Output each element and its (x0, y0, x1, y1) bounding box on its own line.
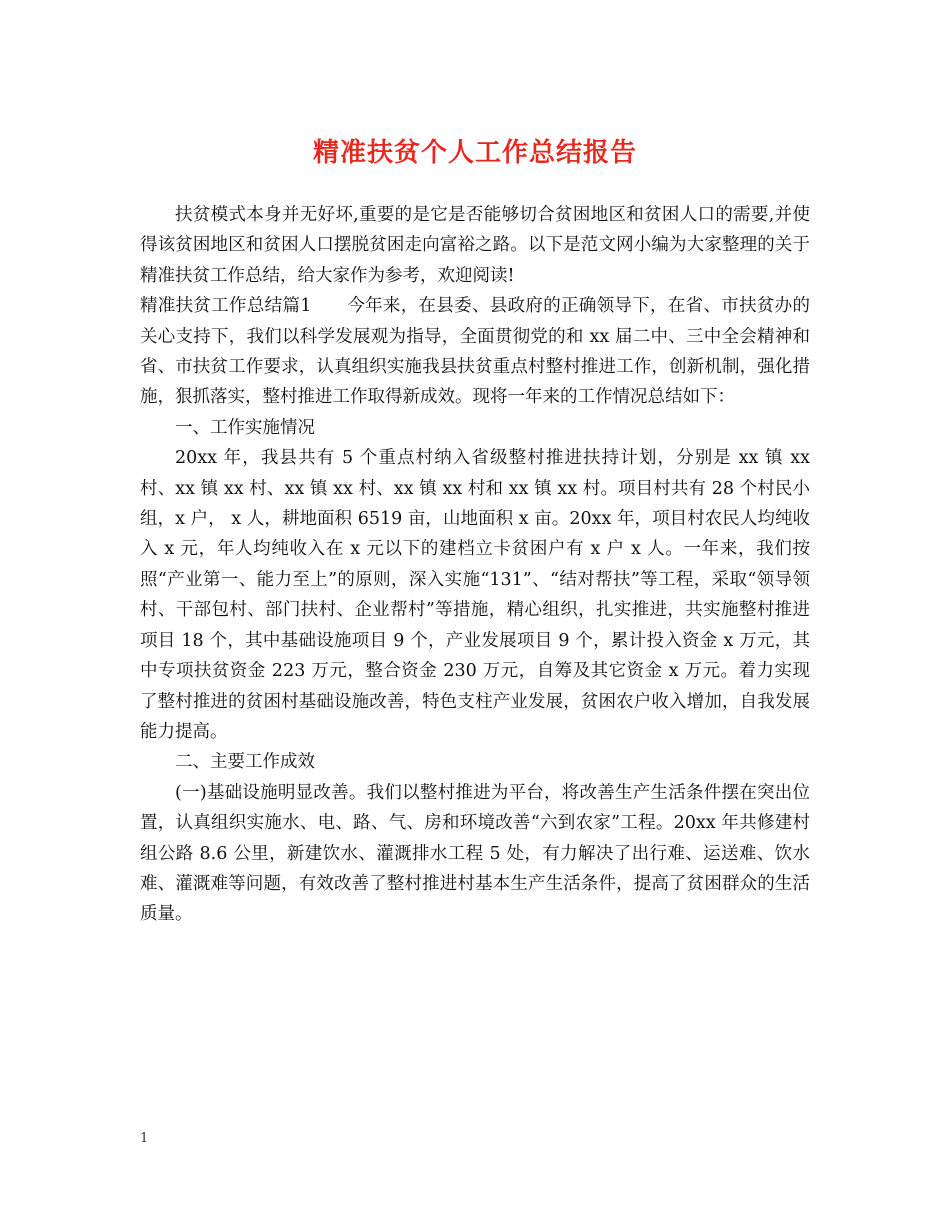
document-title: 精准扶贫个人工作总结报告 (312, 138, 637, 168)
paragraph-intro: 扶贫模式本身并无好坏,重要的是它是否能够切合贫困地区和贫困人口的需要,并使得该贫困地区和贫困人口摆脱贫困走向富裕之路。以下是范文网小编为大家整理的关于精准扶贫工作总结，给大家作为参考，欢迎阅读! (140, 205, 810, 286)
document-body (140, 200, 810, 930)
heading-work-implementation: 一、工作实施情况 (175, 417, 315, 438)
heading-main-results: 二、主要工作成效 (175, 752, 315, 773)
paragraph-infrastructure: (一)基础设施明显改善。我们以整村推进为平台，将改善生产生活条件摆在突出位置，认真组织实施水、电、路、气、房和环境改善“六到农家”工程。20xx 年共修建村组公路 8.6 公里，新建饮水、灌溉排水工程 5 处，有力解决了出行难、运送难、饮水难、灌溉难等问题，有效改善了整村推进村基本生产生活条件，提高了贫困群众的生活质量。 (140, 782, 810, 925)
paragraph-section-lead: 精准扶贫工作总结篇1 今年来，在县委、县政府的正确领导下，在省、市扶贫办的关心支持下，我们以科学发展观为指导，全面贯彻党的和 xx 届二中、三中全会精神和省、市扶贫工作要求，认真组织实施我县扶贫重点村整村推进工作，创新机制，强化措施，狠抓落实，整村推进工作取得新成效。现将一年来的工作情况总结如下： (140, 296, 810, 408)
page-number: 1 (140, 1131, 149, 1146)
paragraph-work-implementation: 20xx 年，我县共有 5 个重点村纳入省级整村推进扶持计划，分别是 xx 镇 xx 村、xx 镇 xx 村、xx 镇 xx 村、xx 镇 xx 村和 xx 镇 xx 村。项目村共有 28 个村民小组，x 户， x 人，耕地面积 6519 亩，山地面积 x 亩。20xx 年，项目村农民人均纯收入 x 元，年人均纯收入在 x 元以下的建档立卡贫困户有 x 户 x 人。一年来，我们按照“产业第一、能力至上”的原则，深入实施“131”、“结对帮扶”等工程，采取“领导领村、干部包村、部门扶村、企业帮村”等措施，精心组织，扎实推进，共实施整村推进项目 18 个，其中基础设施项目 9 个，产业发展项目 9 个，累计投入资金 x 万元，其中专项扶贫资金 223 万元，整合资金 230 万元，自筹及其它资金 x 万元。着力实现了整村推进的贫困村基础设施改善，特色支柱产业发展，贫困农户收入增加，自我发展能力提高。 (140, 448, 810, 742)
